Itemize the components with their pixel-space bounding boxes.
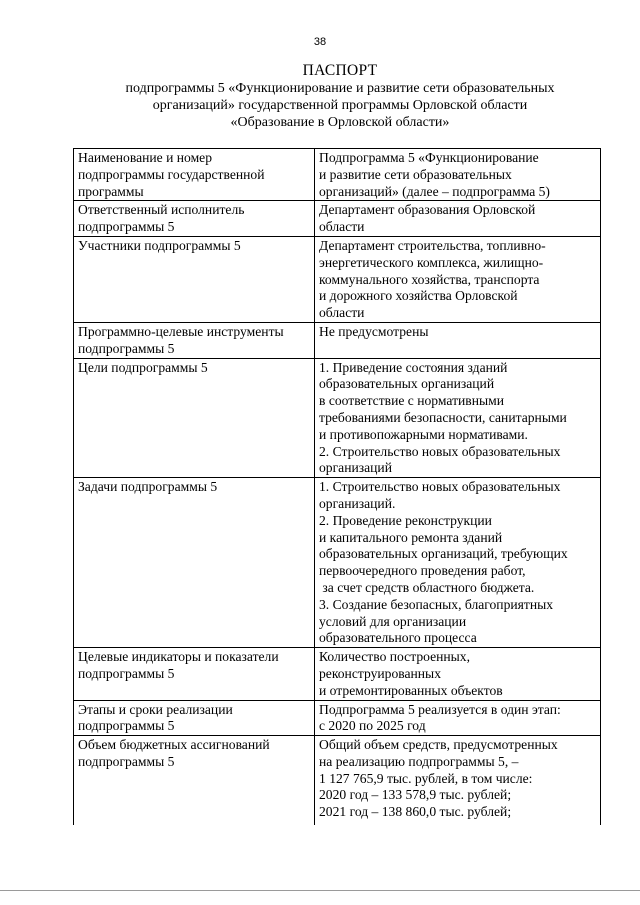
row-value-line: реконструированных: [319, 665, 441, 681]
row-label-line: Участники подпрограммы 5: [78, 237, 241, 253]
table-row: [74, 322, 601, 358]
row-label-line: Цели подпрограммы 5: [78, 359, 208, 375]
table-row: [74, 236, 601, 322]
row-label-cell: [74, 736, 315, 825]
row-value-line: Подпрограмма 5 реализуется в один этап:: [319, 701, 561, 717]
table-row: [74, 700, 601, 736]
table-row: [74, 736, 601, 825]
row-value-line: с 2020 по 2025 год: [319, 718, 426, 734]
row-label-line: Целевые индикаторы и показатели: [78, 649, 279, 665]
row-value-line: 3. Создание безопасных, благоприятных: [319, 596, 554, 612]
row-value-line: 2020 год – 133 578,9 тыс. рублей;: [319, 787, 512, 803]
row-value-line: организаций: [319, 460, 392, 476]
row-value-line: области: [319, 305, 365, 321]
row-label-line: Ответственный исполнитель: [78, 202, 245, 218]
row-label-line: Программно-целевые инструменты: [78, 323, 284, 339]
document-heading: [40, 62, 640, 131]
row-value-line: 2. Проведение реконструкции: [319, 512, 492, 528]
row-value-cell: [315, 478, 601, 648]
row-label-cell: [74, 322, 315, 358]
row-label-line: подпрограммы 5: [78, 340, 175, 356]
row-value-cell: [315, 648, 601, 700]
row-label-line: Объем бюджетных ассигнований: [78, 737, 270, 753]
row-label-cell: [74, 478, 315, 648]
document-subtitle-line: подпрограммы 5 «Функционирование и развитие сети образовательных: [125, 81, 555, 96]
row-label-line: Наименование и номер: [78, 150, 213, 165]
row-value-line: Количество построенных,: [319, 649, 470, 665]
passport-table-body: [74, 149, 601, 826]
row-label-line: подпрограммы государственной: [78, 166, 265, 182]
passport-table: [73, 148, 601, 825]
document-title: ПАСПОРТ: [302, 62, 378, 79]
row-value-line: за счет средств областного бюджета.: [319, 579, 535, 595]
row-label-cell: [74, 648, 315, 700]
row-value-line: 2021 год – 138 860,0 тыс. рублей;: [319, 804, 512, 820]
table-row: [74, 648, 601, 700]
row-value-line: условий для организации: [319, 613, 467, 629]
row-value-line: и отремонтированных объектов: [319, 682, 503, 698]
row-label-line: Задачи подпрограммы 5: [78, 479, 218, 495]
table-row: [74, 201, 601, 237]
row-value-line: энергетического комплекса, жилищно-: [319, 254, 544, 270]
row-value-line: образовательного процесса: [319, 630, 477, 646]
row-value-cell: [315, 700, 601, 736]
table-row: [74, 478, 601, 648]
row-label-line: подпрограммы 5: [78, 718, 175, 734]
row-value-cell: [315, 149, 601, 201]
row-label-cell: [74, 201, 315, 237]
row-value-line: первоочередного проведения работ,: [319, 563, 526, 579]
row-label-line: программы: [78, 183, 144, 199]
row-value-line: области: [319, 219, 365, 235]
row-label-cell: [74, 236, 315, 322]
row-value-cell: [315, 736, 601, 825]
row-label-cell: [74, 700, 315, 736]
row-value-line: образовательных организаций, требующих: [319, 546, 568, 562]
row-value-line: 1. Строительство новых образовательных: [319, 479, 561, 495]
row-value-line: 1. Приведение состояния зданий: [319, 359, 508, 375]
scan-edge-line: [0, 890, 640, 891]
row-label-line: подпрограммы 5: [78, 219, 175, 235]
table-row: [74, 358, 601, 478]
row-value-line: и развитие сети образовательных: [319, 166, 512, 182]
row-value-cell: [315, 322, 601, 358]
row-value-cell: [315, 201, 601, 237]
row-value-line: Подпрограмма 5 «Функционирование: [319, 150, 539, 165]
table-row: [74, 149, 601, 201]
row-value-line: на реализацию подпрограммы 5, –: [319, 753, 519, 769]
row-label-cell: [74, 358, 315, 478]
row-value-cell: [315, 358, 601, 478]
row-value-line: Не предусмотрены: [319, 323, 429, 339]
document-subtitle-line: «Образование в Орловской области»: [230, 115, 450, 130]
row-value-line: требованиями безопасности, санитарными: [319, 409, 567, 425]
document-subtitle-line: организаций» государственной программы Орловской области: [152, 98, 528, 113]
row-value-line: и капитального ремонта зданий: [319, 529, 503, 545]
row-label-cell: [74, 149, 315, 201]
row-value-line: в соответствие с нормативными: [319, 393, 504, 409]
row-value-line: 1 127 765,9 тыс. рублей, в том числе:: [319, 770, 533, 786]
row-value-line: Департамент образования Орловской: [319, 202, 536, 218]
row-value-cell: [315, 236, 601, 322]
row-value-line: Департамент строительства, топливно-: [319, 237, 546, 253]
row-value-line: и противопожарными нормативами.: [319, 426, 528, 442]
row-value-line: Общий объем средств, предусмотренных: [319, 737, 558, 753]
page-number: 38: [313, 36, 327, 48]
row-value-line: коммунального хозяйства, транспорта: [319, 271, 540, 287]
row-value-line: организаций.: [319, 495, 396, 511]
row-label-line: подпрограммы 5: [78, 665, 175, 681]
row-value-line: 2. Строительство новых образовательных: [319, 443, 561, 459]
row-value-line: образовательных организаций: [319, 376, 495, 392]
row-label-line: Этапы и сроки реализации: [78, 701, 233, 717]
row-label-line: подпрограммы 5: [78, 753, 175, 769]
row-value-line: организаций» (далее – подпрограмма 5): [319, 183, 550, 199]
row-value-line: и дорожного хозяйства Орловской: [319, 288, 518, 304]
